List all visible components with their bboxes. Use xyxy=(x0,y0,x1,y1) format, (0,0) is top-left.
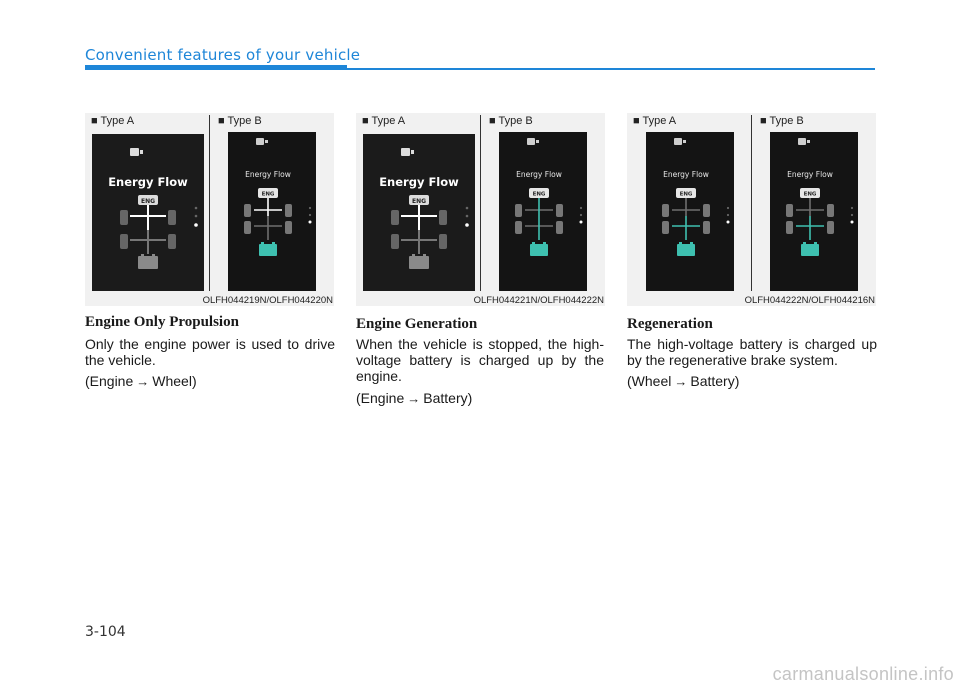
figure-regeneration xyxy=(627,113,876,306)
engine-label: ENG xyxy=(261,191,275,198)
screen-title: Energy Flow xyxy=(108,175,188,189)
energy-flow-screen-type-a xyxy=(363,134,475,291)
battery-icon xyxy=(259,242,277,256)
flow-formula-wheel-battery xyxy=(627,373,739,389)
energy-flow-screen-type-b xyxy=(499,132,587,291)
screen-title: Energy Flow xyxy=(787,170,833,179)
figure-divider xyxy=(209,115,210,291)
flow-formula-engine-battery xyxy=(356,390,472,406)
engine-icon xyxy=(409,195,429,205)
section-title-regeneration: Regeneration xyxy=(627,316,713,332)
flow-from: (Wheel xyxy=(627,373,672,389)
type-b-label: ■ Type B xyxy=(218,115,262,127)
engine-icon xyxy=(800,188,820,198)
flow-from: (Engine xyxy=(356,390,405,406)
flow-to: Wheel) xyxy=(152,373,197,389)
header-rule xyxy=(85,68,875,70)
engine-icon xyxy=(258,188,278,198)
energy-flow-diagram xyxy=(646,132,734,291)
type-b-label: ■ Type B xyxy=(760,115,804,127)
type-a-label: ■ Type A xyxy=(633,115,677,127)
battery-icon xyxy=(530,242,548,256)
section-body-engine-only-propulsion: Only the engine power is used to drive the vehicle. xyxy=(85,336,335,368)
screen-title: Energy Flow xyxy=(245,170,291,179)
screen-title: Energy Flow xyxy=(379,175,459,189)
energy-flow-screen-type-a xyxy=(92,134,204,291)
section-body-engine-generation: When the vehicle is stopped, the high-voltage battery is charged up by the engine. xyxy=(356,336,604,384)
page-number: 3-104 xyxy=(85,624,126,640)
battery-icon xyxy=(801,242,819,256)
engine-icon xyxy=(676,188,696,198)
arrow-right-icon: → xyxy=(674,374,688,389)
arrow-right-icon: → xyxy=(136,374,150,389)
flow-formula-engine-wheel xyxy=(85,373,197,389)
type-b-label: ■ Type B xyxy=(489,115,533,127)
energy-flow-screen-type-a xyxy=(646,132,734,291)
flow-to: Battery) xyxy=(423,390,473,406)
figure-divider xyxy=(751,115,752,291)
flow-from: (Engine xyxy=(85,373,134,389)
battery-icon xyxy=(138,254,158,269)
figure-caption: OLFH044222N/OLFH044216N xyxy=(744,295,875,306)
figure-engine-only-propulsion xyxy=(85,113,334,306)
header-title: Convenient features of your vehicle xyxy=(85,46,361,64)
section-body-regeneration: The high-voltage battery is charged up by the regenerative brake system. xyxy=(627,336,877,368)
section-title-engine-only-propulsion: Engine Only Propulsion xyxy=(85,314,239,330)
battery-icon xyxy=(677,242,695,256)
flow-to: Battery) xyxy=(690,373,740,389)
energy-flow-screen-type-b xyxy=(770,132,858,291)
screen-title: Energy Flow xyxy=(663,170,709,179)
engine-icon xyxy=(529,188,549,198)
engine-label: ENG xyxy=(532,191,546,198)
energy-flow-diagram xyxy=(92,134,204,291)
figure-caption: OLFH044219N/OLFH044220N xyxy=(202,295,333,306)
energy-flow-diagram xyxy=(228,132,316,291)
energy-flow-diagram xyxy=(499,132,587,291)
figure-divider xyxy=(480,115,481,291)
section-title-engine-generation: Engine Generation xyxy=(356,316,478,332)
engine-label: ENG xyxy=(411,198,427,205)
engine-label: ENG xyxy=(140,198,156,205)
type-a-label: ■ Type A xyxy=(362,115,406,127)
energy-flow-diagram xyxy=(770,132,858,291)
watermark: carmanualsonline.info xyxy=(772,664,954,684)
figure-engine-generation xyxy=(356,113,605,306)
battery-icon xyxy=(409,254,429,269)
engine-label: ENG xyxy=(679,191,693,198)
type-a-label: ■ Type A xyxy=(91,115,135,127)
engine-label: ENG xyxy=(803,191,817,198)
energy-flow-diagram xyxy=(363,134,475,291)
arrow-right-icon: → xyxy=(407,391,421,406)
engine-icon xyxy=(138,195,158,205)
screen-title: Energy Flow xyxy=(516,170,562,179)
energy-flow-screen-type-b xyxy=(228,132,316,291)
figure-caption: OLFH044221N/OLFH044222N xyxy=(473,295,604,306)
